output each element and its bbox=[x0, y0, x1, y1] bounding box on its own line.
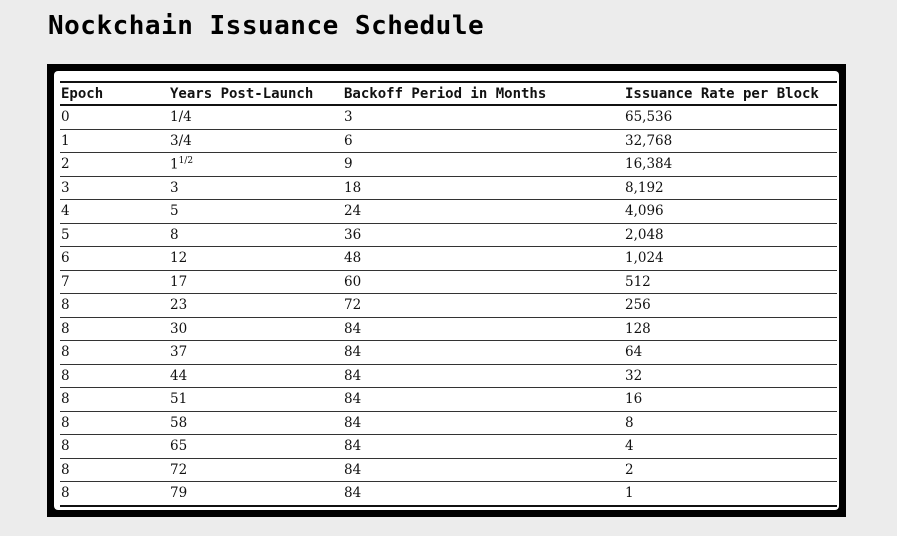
epoch-cell bbox=[60, 176, 169, 200]
years-cell-value: 5 bbox=[170, 203, 179, 220]
years-cell-value: 3/4 bbox=[170, 132, 192, 149]
rate-cell-value: 1 bbox=[625, 485, 634, 502]
epoch-cell-value: 4 bbox=[61, 203, 70, 220]
years-cell bbox=[169, 435, 343, 459]
epoch-cell-value: 8 bbox=[61, 344, 70, 361]
backoff-cell bbox=[343, 200, 624, 224]
rate-cell-value: 2,048 bbox=[625, 226, 664, 243]
epoch-cell-value: 8 bbox=[61, 367, 70, 384]
table-container bbox=[54, 71, 839, 510]
epoch-cell bbox=[60, 200, 169, 224]
years-cell bbox=[169, 388, 343, 412]
rate-cell-value: 16 bbox=[625, 391, 643, 408]
years-cell-value: 17 bbox=[170, 273, 188, 290]
backoff-cell-value: 18 bbox=[344, 179, 362, 196]
table-row bbox=[60, 458, 837, 482]
backoff-cell bbox=[343, 105, 624, 129]
backoff-cell-value: 48 bbox=[344, 250, 362, 267]
backoff-cell bbox=[343, 223, 624, 247]
table-row bbox=[60, 411, 837, 435]
years-cell-value: 12 bbox=[170, 250, 188, 267]
table-frame bbox=[47, 64, 846, 517]
backoff-cell bbox=[343, 341, 624, 365]
years-cell bbox=[169, 411, 343, 435]
backoff-cell bbox=[343, 388, 624, 412]
backoff-cell bbox=[343, 458, 624, 482]
header-years-post-launch: Years Post-Launch bbox=[170, 85, 314, 102]
epoch-cell bbox=[60, 153, 169, 177]
epoch-cell bbox=[60, 223, 169, 247]
backoff-cell-value: 60 bbox=[344, 273, 362, 290]
rate-cell bbox=[624, 105, 837, 129]
years-cell bbox=[169, 294, 343, 318]
table-body bbox=[60, 105, 837, 506]
table-row bbox=[60, 153, 837, 177]
rate-cell bbox=[624, 388, 837, 412]
years-cell-value: 58 bbox=[170, 414, 188, 431]
epoch-cell bbox=[60, 105, 169, 129]
backoff-cell bbox=[343, 176, 624, 200]
epoch-cell-value: 8 bbox=[61, 391, 70, 408]
table-row bbox=[60, 200, 837, 224]
years-cell-value: 51 bbox=[170, 391, 188, 408]
epoch-cell-value: 8 bbox=[61, 485, 70, 502]
rate-cell bbox=[624, 176, 837, 200]
backoff-cell bbox=[343, 411, 624, 435]
table-row bbox=[60, 435, 837, 459]
backoff-cell-value: 84 bbox=[344, 414, 362, 431]
epoch-cell-value: 1 bbox=[61, 132, 70, 149]
backoff-cell bbox=[343, 153, 624, 177]
years-cell-value: 65 bbox=[170, 438, 188, 455]
rate-cell-value: 1,024 bbox=[625, 250, 664, 267]
years-cell bbox=[169, 341, 343, 365]
rate-cell-value: 512 bbox=[625, 273, 651, 290]
backoff-cell bbox=[343, 294, 624, 318]
rate-cell-value: 128 bbox=[625, 320, 651, 337]
backoff-cell-value: 9 bbox=[344, 156, 353, 173]
table-row bbox=[60, 129, 837, 153]
backoff-cell-value: 36 bbox=[344, 226, 362, 243]
epoch-cell bbox=[60, 482, 169, 506]
epoch-cell-value: 8 bbox=[61, 438, 70, 455]
years-cell-value: 23 bbox=[170, 297, 188, 314]
backoff-cell bbox=[343, 270, 624, 294]
years-cell bbox=[169, 129, 343, 153]
rate-cell-value: 8 bbox=[625, 414, 634, 431]
rate-cell bbox=[624, 294, 837, 318]
years-cell-value: 79 bbox=[170, 485, 188, 502]
years-cell bbox=[169, 482, 343, 506]
rate-cell-value: 8,192 bbox=[625, 179, 664, 196]
years-cell bbox=[169, 153, 343, 177]
header-backoff-period: Backoff Period in Months bbox=[344, 85, 547, 102]
backoff-cell bbox=[343, 364, 624, 388]
epoch-cell-value: 5 bbox=[61, 226, 70, 243]
backoff-cell-value: 24 bbox=[344, 203, 362, 220]
epoch-cell-value: 2 bbox=[61, 156, 70, 173]
rate-cell bbox=[624, 247, 837, 271]
years-cell-value: 1 bbox=[170, 156, 179, 173]
rate-cell-value: 32,768 bbox=[625, 132, 673, 149]
backoff-cell bbox=[343, 247, 624, 271]
backoff-cell bbox=[343, 129, 624, 153]
years-cell bbox=[169, 200, 343, 224]
years-cell-value: 72 bbox=[170, 461, 188, 478]
rate-cell-value: 64 bbox=[625, 344, 643, 361]
years-cell bbox=[169, 458, 343, 482]
years-cell-value: 44 bbox=[170, 367, 188, 384]
table-row bbox=[60, 317, 837, 341]
rate-cell-value: 65,536 bbox=[625, 109, 673, 126]
rate-cell-value: 32 bbox=[625, 367, 643, 384]
years-cell-value: 30 bbox=[170, 320, 188, 337]
epoch-cell-value: 0 bbox=[61, 109, 70, 126]
rate-cell bbox=[624, 341, 837, 365]
epoch-cell bbox=[60, 458, 169, 482]
rate-cell bbox=[624, 223, 837, 247]
epoch-cell bbox=[60, 247, 169, 271]
epoch-cell-value: 8 bbox=[61, 297, 70, 314]
rate-cell-value: 4 bbox=[625, 438, 634, 455]
backoff-cell-value: 84 bbox=[344, 320, 362, 337]
issuance-schedule-table bbox=[60, 81, 837, 507]
rate-cell bbox=[624, 200, 837, 224]
table-row bbox=[60, 176, 837, 200]
rate-cell bbox=[624, 411, 837, 435]
rate-cell bbox=[624, 364, 837, 388]
rate-cell bbox=[624, 153, 837, 177]
rate-cell-value: 16,384 bbox=[625, 156, 673, 173]
epoch-cell bbox=[60, 270, 169, 294]
years-cell bbox=[169, 247, 343, 271]
years-cell bbox=[169, 364, 343, 388]
rate-cell bbox=[624, 129, 837, 153]
table-row bbox=[60, 270, 837, 294]
epoch-cell bbox=[60, 388, 169, 412]
table-row bbox=[60, 105, 837, 129]
epoch-cell-value: 8 bbox=[61, 414, 70, 431]
rate-cell bbox=[624, 317, 837, 341]
years-cell-value: 3 bbox=[170, 179, 179, 196]
backoff-cell bbox=[343, 482, 624, 506]
epoch-cell-value: 6 bbox=[61, 250, 70, 267]
rate-cell bbox=[624, 458, 837, 482]
epoch-cell bbox=[60, 341, 169, 365]
epoch-cell-value: 8 bbox=[61, 461, 70, 478]
rate-cell bbox=[624, 482, 837, 506]
table-row bbox=[60, 294, 837, 318]
years-fraction-superscript: 1/2 bbox=[178, 156, 194, 166]
table-row bbox=[60, 247, 837, 271]
rate-cell-value: 4,096 bbox=[625, 203, 664, 220]
epoch-cell-value: 3 bbox=[61, 179, 70, 196]
years-cell bbox=[169, 223, 343, 247]
header-epoch: Epoch bbox=[61, 85, 104, 102]
backoff-cell-value: 84 bbox=[344, 391, 362, 408]
header-issuance-rate: Issuance Rate per Block bbox=[625, 85, 819, 102]
table-row bbox=[60, 364, 837, 388]
epoch-cell bbox=[60, 294, 169, 318]
rate-cell-value: 2 bbox=[625, 461, 634, 478]
years-cell bbox=[169, 270, 343, 294]
years-cell-value: 1/4 bbox=[170, 109, 192, 126]
backoff-cell-value: 72 bbox=[344, 297, 362, 314]
table-row bbox=[60, 388, 837, 412]
years-cell bbox=[169, 176, 343, 200]
rate-cell bbox=[624, 270, 837, 294]
backoff-cell-value: 84 bbox=[344, 367, 362, 384]
epoch-cell-value: 8 bbox=[61, 320, 70, 337]
epoch-cell bbox=[60, 435, 169, 459]
table-row bbox=[60, 482, 837, 506]
rate-cell-value: 256 bbox=[625, 297, 651, 314]
epoch-cell bbox=[60, 364, 169, 388]
table-row bbox=[60, 223, 837, 247]
years-cell-value: 8 bbox=[170, 226, 179, 243]
backoff-cell bbox=[343, 435, 624, 459]
epoch-cell-value: 7 bbox=[61, 273, 70, 290]
table-row bbox=[60, 341, 837, 365]
years-cell bbox=[169, 105, 343, 129]
backoff-cell-value: 6 bbox=[344, 132, 353, 149]
epoch-cell bbox=[60, 129, 169, 153]
table-header-row bbox=[60, 82, 837, 105]
backoff-cell-value: 84 bbox=[344, 485, 362, 502]
epoch-cell bbox=[60, 317, 169, 341]
years-cell-value: 37 bbox=[170, 344, 188, 361]
backoff-cell-value: 3 bbox=[344, 109, 353, 126]
years-cell bbox=[169, 317, 343, 341]
page-title: Nockchain Issuance Schedule bbox=[48, 11, 485, 41]
rate-cell bbox=[624, 435, 837, 459]
backoff-cell-value: 84 bbox=[344, 344, 362, 361]
backoff-cell-value: 84 bbox=[344, 461, 362, 478]
backoff-cell-value: 84 bbox=[344, 438, 362, 455]
backoff-cell bbox=[343, 317, 624, 341]
epoch-cell bbox=[60, 411, 169, 435]
